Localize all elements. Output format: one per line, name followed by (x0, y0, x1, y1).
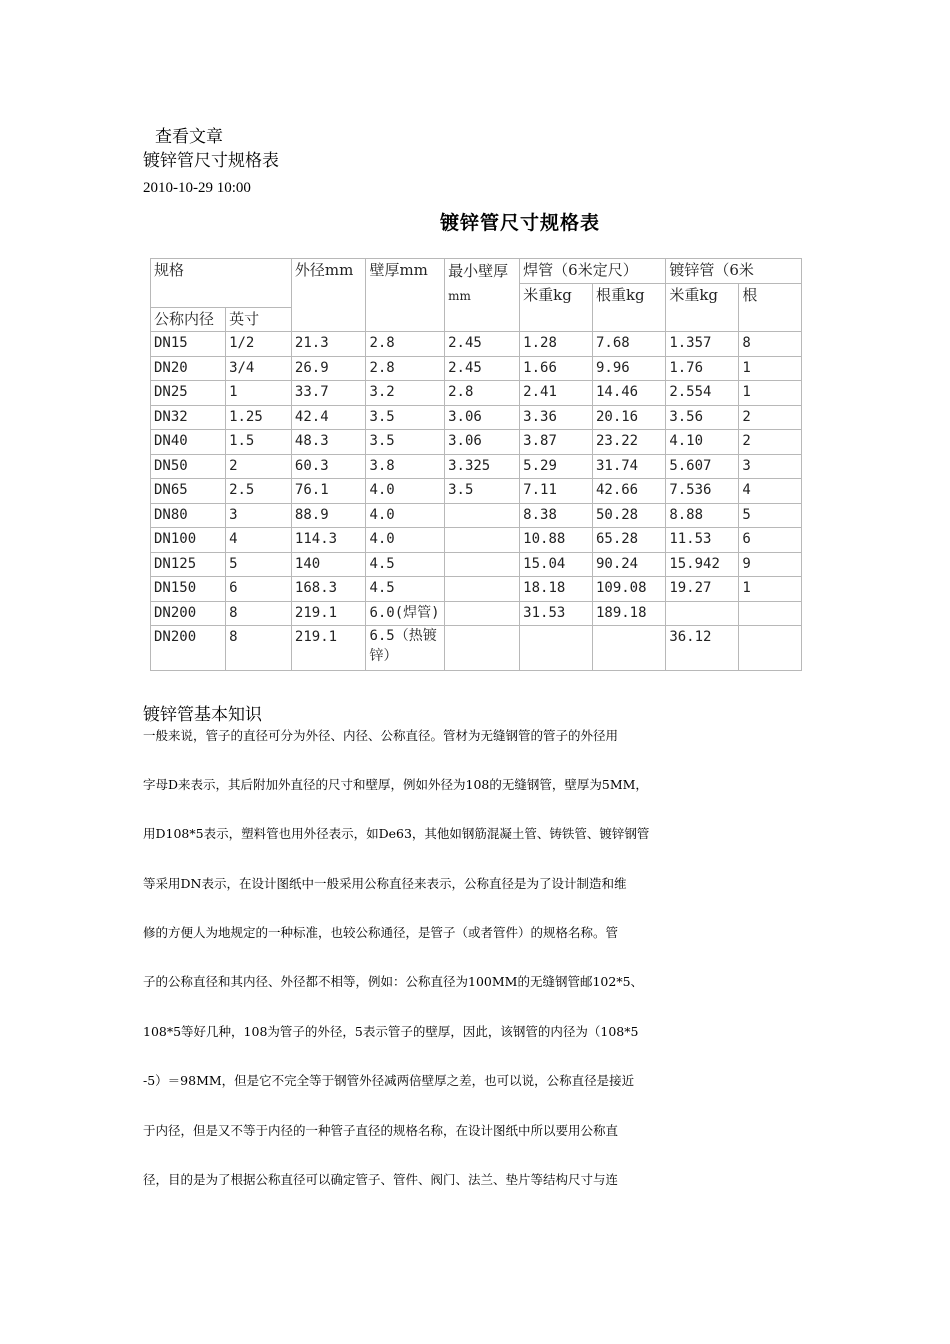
cell-galv-meter-weight: 15.942 (666, 552, 739, 577)
cell-galv-piece-weight (739, 601, 802, 626)
cell-welded-piece-weight: 42.66 (592, 479, 665, 504)
cell-galv-meter-weight: 36.12 (666, 626, 739, 671)
paragraph-line: 一般来说，管子的直径可分为外径、内径、公称直径。管材为无缝钢管的管子的外径用 (143, 728, 619, 743)
spec-table-image (150, 200, 802, 680)
cell-outer-diameter: 48.3 (291, 430, 366, 455)
cell-wall-thickness: 6.0(焊管) (366, 601, 445, 626)
cell-wall-thickness: 2.8 (366, 332, 445, 357)
cell-nominal-diameter: DN150 (151, 577, 226, 602)
post-date: 2010-10-29 10:00 (143, 180, 251, 196)
cell-inch: 5 (226, 552, 292, 577)
cell-min-wall-thickness (445, 552, 520, 577)
cell-welded-meter-weight: 10.88 (520, 528, 593, 553)
cell-outer-diameter: 76.1 (291, 479, 366, 504)
cell-nominal-diameter: DN32 (151, 405, 226, 430)
cell-wall-thickness: 3.8 (366, 454, 445, 479)
section-heading: 镀锌管基本知识 (143, 705, 262, 725)
cell-min-wall-thickness (445, 577, 520, 602)
cell-min-wall-thickness (445, 503, 520, 528)
cell-min-wall-thickness: 2.45 (445, 356, 520, 381)
cell-wall-thickness: 4.5 (366, 577, 445, 602)
paragraph-line: 字母D来表示，其后附加外直径的尺寸和壁厚，例如外径为108的无缝钢管，壁厚为5MM， (143, 777, 648, 792)
cell-welded-piece-weight: 65.28 (592, 528, 665, 553)
cell-inch: 1/2 (226, 332, 292, 357)
cell-welded-piece-weight: 20.16 (592, 405, 665, 430)
cell-welded-meter-weight: 8.38 (520, 503, 593, 528)
cell-welded-meter-weight: 3.36 (520, 405, 593, 430)
cell-welded-piece-weight: 14.46 (592, 381, 665, 406)
table-row (151, 381, 802, 406)
table-row (151, 528, 802, 553)
table-row (151, 626, 802, 671)
cell-outer-diameter: 219.1 (291, 601, 366, 626)
cell-galv-meter-weight: 4.10 (666, 430, 739, 455)
cell-welded-piece-weight: 90.24 (592, 552, 665, 577)
cell-welded-meter-weight: 5.29 (520, 454, 593, 479)
table-row (151, 454, 802, 479)
cell-welded-meter-weight: 18.18 (520, 577, 593, 602)
cell-inch: 8 (226, 626, 292, 671)
header-nominal-diameter: 公称内径 (151, 307, 226, 332)
cell-inch: 4 (226, 528, 292, 553)
cell-galv-piece-weight: 1 (739, 381, 802, 406)
cell-wall-thickness: 3.5 (366, 430, 445, 455)
cell-inch: 8 (226, 601, 292, 626)
cell-outer-diameter: 21.3 (291, 332, 366, 357)
header-inch: 英寸 (226, 307, 292, 332)
cell-galv-piece-weight: 5 (739, 503, 802, 528)
header-galv-meter-weight: 米重kg (666, 283, 739, 332)
cell-galv-piece-weight: 2 (739, 405, 802, 430)
cell-galv-meter-weight: 11.53 (666, 528, 739, 553)
cell-welded-meter-weight: 15.04 (520, 552, 593, 577)
cell-nominal-diameter: DN200 (151, 626, 226, 671)
cell-min-wall-thickness: 3.325 (445, 454, 520, 479)
cell-galv-meter-weight: 2.554 (666, 381, 739, 406)
cell-min-wall-thickness (445, 601, 520, 626)
cell-outer-diameter: 42.4 (291, 405, 366, 430)
cell-wall-thickness: 2.8 (366, 356, 445, 381)
header-wall-thickness: 壁厚mm (366, 259, 445, 332)
cell-galv-piece-weight: 3 (739, 454, 802, 479)
cell-nominal-diameter: DN100 (151, 528, 226, 553)
table-title: 镀锌管尺寸规格表 (440, 212, 601, 234)
cell-outer-diameter: 168.3 (291, 577, 366, 602)
cell-inch: 3/4 (226, 356, 292, 381)
cell-nominal-diameter: DN20 (151, 356, 226, 381)
cell-welded-meter-weight: 3.87 (520, 430, 593, 455)
cell-galv-meter-weight: 19.27 (666, 577, 739, 602)
cell-min-wall-thickness (445, 626, 520, 671)
cell-welded-piece-weight: 7.68 (592, 332, 665, 357)
cell-outer-diameter: 26.9 (291, 356, 366, 381)
cell-min-wall-thickness: 3.06 (445, 405, 520, 430)
table-row (151, 430, 802, 455)
cell-nominal-diameter: DN15 (151, 332, 226, 357)
paragraph-line: 子的公称直径和其内径、外径都不相等，例如：公称直径为100MM的无缝钢管邮102*5、 (143, 974, 644, 989)
cell-nominal-diameter: DN80 (151, 503, 226, 528)
table-row (151, 552, 802, 577)
cell-galv-meter-weight: 7.536 (666, 479, 739, 504)
cell-min-wall-thickness: 3.5 (445, 479, 520, 504)
cell-nominal-diameter: DN65 (151, 479, 226, 504)
spec-table (150, 258, 802, 671)
cell-galv-piece-weight: 8 (739, 332, 802, 357)
cell-outer-diameter: 88.9 (291, 503, 366, 528)
cell-welded-piece-weight: 23.22 (592, 430, 665, 455)
cell-nominal-diameter: DN125 (151, 552, 226, 577)
cell-wall-thickness: 4.0 (366, 528, 445, 553)
cell-inch: 2.5 (226, 479, 292, 504)
cell-outer-diameter: 140 (291, 552, 366, 577)
header-spacer (151, 283, 292, 307)
table-row (151, 601, 802, 626)
header-galvanized-pipe: 镀锌管（6米 (666, 259, 802, 284)
cell-min-wall-thickness: 3.06 (445, 430, 520, 455)
cell-inch: 1.25 (226, 405, 292, 430)
cell-wall-thickness: 4.0 (366, 479, 445, 504)
cell-wall-thickness: 6.5（热镀锌） (366, 626, 445, 671)
cell-wall-thickness: 4.0 (366, 503, 445, 528)
cell-wall-thickness: 4.5 (366, 552, 445, 577)
paragraph-line: 于内径，但是又不等于内径的一种管子直径的规格名称，在设计图纸中所以要用公称直 (143, 1123, 619, 1138)
table-row (151, 356, 802, 381)
cell-min-wall-thickness (445, 528, 520, 553)
paragraph-line: -5）＝98MM，但是它不完全等于钢管外径减两倍壁厚之差，也可以说，公称直径是接近 (143, 1073, 635, 1088)
cell-outer-diameter: 114.3 (291, 528, 366, 553)
cell-galv-piece-weight: 1 (739, 577, 802, 602)
cell-galv-meter-weight (666, 601, 739, 626)
header-min-wall-unit: mm (448, 289, 471, 303)
header-spec: 规格 (151, 259, 292, 284)
cell-welded-meter-weight: 1.28 (520, 332, 593, 357)
cell-galv-meter-weight: 1.357 (666, 332, 739, 357)
cell-galv-meter-weight: 1.76 (666, 356, 739, 381)
header-min-wall-thickness-text: 最小壁厚 (448, 262, 509, 280)
cell-galv-piece-weight: 1 (739, 356, 802, 381)
table-row (151, 577, 802, 602)
table-row (151, 405, 802, 430)
cell-welded-piece-weight: 50.28 (592, 503, 665, 528)
cell-nominal-diameter: DN25 (151, 381, 226, 406)
header-welded-piece-weight: 根重kg (592, 283, 665, 332)
table-row (151, 503, 802, 528)
paragraph-line: 修的方便人为地规定的一种标准，也较公称通径，是管子（或者管件）的规格名称。管 (143, 925, 619, 940)
cell-outer-diameter: 60.3 (291, 454, 366, 479)
cell-welded-piece-weight: 189.18 (592, 601, 665, 626)
cell-inch: 1 (226, 381, 292, 406)
header-outer-diameter: 外径mm (291, 259, 366, 332)
cell-welded-meter-weight (520, 626, 593, 671)
cell-min-wall-thickness: 2.8 (445, 381, 520, 406)
cell-welded-meter-weight: 2.41 (520, 381, 593, 406)
cell-galv-meter-weight: 8.88 (666, 503, 739, 528)
cell-welded-piece-weight: 109.08 (592, 577, 665, 602)
cell-welded-piece-weight: 9.96 (592, 356, 665, 381)
cell-galv-piece-weight: 9 (739, 552, 802, 577)
paragraph-line: 等采用DN表示，在设计图纸中一般采用公称直径来表示，公称直径是为了设计制造和维 (143, 876, 627, 891)
cell-inch: 1.5 (226, 430, 292, 455)
cell-galv-piece-weight: 2 (739, 430, 802, 455)
cell-welded-meter-weight: 7.11 (520, 479, 593, 504)
cell-inch: 2 (226, 454, 292, 479)
paragraph-line: 径，目的是为了根据公称直径可以确定管子、管件、阀门、法兰、垫片等结构尺寸与连 (143, 1172, 619, 1187)
cell-galv-meter-weight: 3.56 (666, 405, 739, 430)
paragraph-line: 108*5等好几种，108为管子的外径，5表示管子的壁厚，因此，该钢管的内径为（108*5 (143, 1024, 639, 1039)
cell-galv-piece-weight: 4 (739, 479, 802, 504)
cell-inch: 3 (226, 503, 292, 528)
cell-inch: 6 (226, 577, 292, 602)
cell-galv-meter-weight: 5.607 (666, 454, 739, 479)
cell-outer-diameter: 219.1 (291, 626, 366, 671)
table-header-row (151, 259, 802, 284)
cell-welded-meter-weight: 31.53 (520, 601, 593, 626)
cell-nominal-diameter: DN40 (151, 430, 226, 455)
cell-nominal-diameter: DN200 (151, 601, 226, 626)
cell-wall-thickness: 3.2 (366, 381, 445, 406)
cell-galv-piece-weight: 6 (739, 528, 802, 553)
header-welded-meter-weight: 米重kg (520, 283, 593, 332)
table-row (151, 479, 802, 504)
paragraph-line: 用D108*5表示，塑料管也用外径表示，如De63，其他如钢筋混凝土管、铸铁管、镀锌钢管 (143, 826, 650, 841)
view-article-label: 查看文章 (155, 127, 223, 147)
header-welded-pipe: 焊管（6米定尺） (520, 259, 666, 284)
cell-welded-meter-weight: 1.66 (520, 356, 593, 381)
page-title: 镀锌管尺寸规格表 (143, 151, 279, 171)
header-min-wall-thickness (445, 259, 520, 332)
cell-galv-piece-weight (739, 626, 802, 671)
cell-welded-piece-weight: 31.74 (592, 454, 665, 479)
cell-wall-thickness: 3.5 (366, 405, 445, 430)
cell-min-wall-thickness: 2.45 (445, 332, 520, 357)
cell-nominal-diameter: DN50 (151, 454, 226, 479)
table-row (151, 332, 802, 357)
cell-welded-piece-weight (592, 626, 665, 671)
header-galv-piece-weight: 根 (739, 283, 802, 332)
cell-outer-diameter: 33.7 (291, 381, 366, 406)
